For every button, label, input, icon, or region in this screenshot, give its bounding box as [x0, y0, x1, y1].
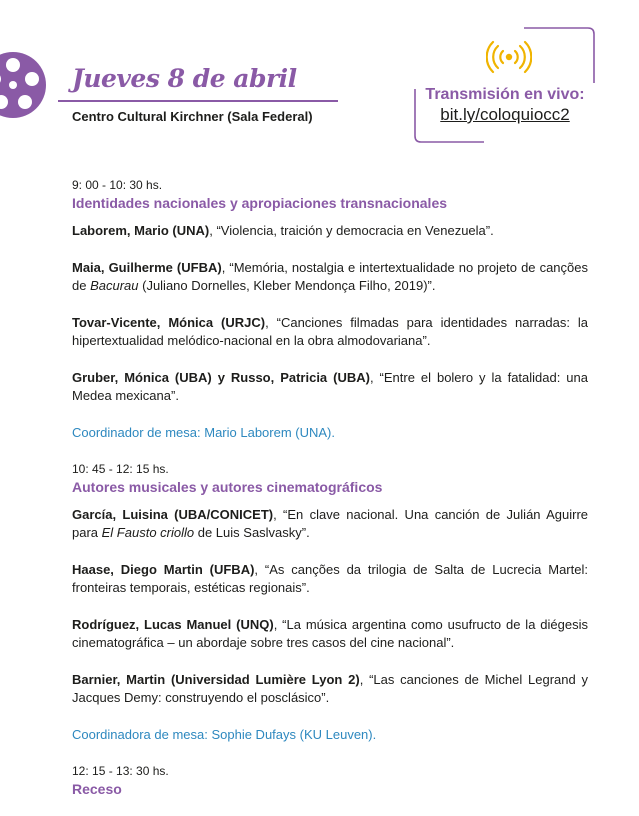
talk-title: “La música argentina como usufructo de la diégesis cinematográfica – un abordaje sobre tres casos del cine nacional”. [72, 617, 588, 650]
talk-title: “As canções da trilogia de Salta de Lucrecia Martel: fronteiras temporais, estéticas regionais”. [72, 562, 588, 595]
talk-item: Maia, Guilherme (UFBA), “Memória, nostalgia e intertextualidade no projeto de canções de Bacurau (Juliano Dornelles, Kleber Mendonça Filho, 2019)”. [72, 260, 588, 293]
session-3 [72, 764, 588, 799]
talk-title: “Memória, nostalgia e intertextualidade no projeto de canções de [72, 260, 588, 293]
talk-title: “Violencia, traición y democracia en Venezuela”. [216, 223, 494, 238]
stream-link[interactable]: bit.ly/coloquiocc2 [440, 105, 570, 124]
talk-author: García, Luisina (UBA/CONICET) [72, 507, 274, 522]
talk-item: Rodríguez, Lucas Manuel (UNQ), “La música argentina como usufructo de la diégesis cinematográfica – un abordaje sobre tres casos del cine nacional”. [72, 617, 588, 650]
session-coordinator: Coordinador de mesa: Mario Laborem (UNA). [72, 425, 335, 440]
session-title: Identidades nacionales y apropiaciones transnacionales [72, 195, 448, 211]
talk-title: “Canciones filmadas para identidades narradas: la hipertextualidad melódico-nacional en la obra almodovariana”. [72, 315, 588, 348]
session-time: 9: 00 - 10: 30 hs. [72, 178, 163, 192]
session-title: Receso [72, 781, 122, 797]
session-time: 10: 45 - 12: 15 hs. [72, 462, 169, 476]
title-divider [58, 100, 338, 102]
film-title: El Fausto criollo [101, 525, 195, 540]
talk-title: “Entre el bolero y la fatalidad: una Medea mexicana”. [72, 370, 588, 403]
venue-label: Centro Cultural Kirchner (Sala Federal) [72, 109, 313, 124]
talk-author: Haase, Diego Martin (UFBA) [72, 562, 255, 577]
talk-author: Rodríguez, Lucas Manuel (UNQ) [72, 617, 274, 632]
program-list [72, 178, 588, 808]
talk-item: Gruber, Mónica (UBA) y Russo, Patricia (UBA), “Entre el bolero y la fatalidad: una Medea mexicana”. [72, 370, 588, 403]
talk-item: Haase, Diego Martin (UFBA), “As canções da trilogia de Salta de Lucrecia Martel: fronteiras temporais, estéticas regionais”. [72, 562, 588, 595]
session-time: 12: 15 - 13: 30 hs. [72, 764, 169, 778]
film-title: Bacurau [90, 278, 139, 293]
stream-label: Transmisión en vivo: [425, 86, 585, 103]
talk-author: Gruber, Mónica (UBA) y Russo, Patricia (UBA) [72, 370, 370, 385]
talk-item: Laborem, Mario (UNA), “Violencia, traición y democracia en Venezuela”. [72, 223, 494, 238]
session-coordinator: Coordinadora de mesa: Sophie Dufays (KU Leuven). [72, 727, 377, 742]
day-title: Jueves 8 de abril [72, 64, 297, 93]
session-1 [72, 178, 588, 442]
broadcast-icon [486, 40, 532, 74]
talk-author: Maia, Guilherme (UFBA) [72, 260, 222, 275]
session-2 [72, 462, 588, 744]
talk-item: Tovar-Vicente, Mónica (URJC), “Canciones filmadas para identidades narradas: la hipertextualidad melódico-nacional en la obra almodovariana”. [72, 315, 588, 348]
film-reel-icon [0, 52, 46, 118]
talk-author: Tovar-Vicente, Mónica (URJC) [72, 315, 266, 330]
talk-item: Barnier, Martin (Universidad Lumière Lyon 2), “Las canciones de Michel Legrand y Jacques Demy: construyendo el posclásico”. [72, 672, 588, 705]
session-title: Autores musicales y autores cinematográficos [72, 479, 383, 495]
talk-title: “En clave nacional. Una canción de Julián Aguirre para [72, 507, 589, 540]
talk-item: García, Luisina (UBA/CONICET), “En clave nacional. Una canción de Julián Aguirre para El Fausto criollo de Luis Saslvasky”. [72, 507, 589, 540]
talk-author: Laborem, Mario (UNA) [72, 223, 210, 238]
talk-title: “Las canciones de Michel Legrand y Jacques Demy: construyendo el posclásico”. [72, 672, 588, 705]
talk-author: Barnier, Martin (Universidad Lumière Lyon 2) [72, 672, 360, 687]
